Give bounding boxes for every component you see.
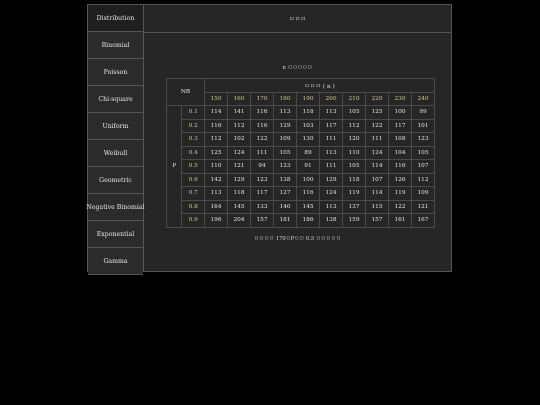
table-cell: 117 bbox=[320, 119, 343, 133]
n-value-header: 170 bbox=[251, 92, 274, 106]
table-cell: 118 bbox=[228, 187, 251, 201]
table-cell: 101 bbox=[412, 119, 435, 133]
table-cell: 113 bbox=[205, 187, 228, 201]
table-cell: 116 bbox=[297, 187, 320, 201]
p-value-header: 0.1 bbox=[182, 106, 205, 120]
table-cell: 100 bbox=[297, 173, 320, 187]
n-value-header: 190 bbox=[297, 92, 320, 106]
table-cell: 133 bbox=[251, 200, 274, 214]
table-cell: 105 bbox=[274, 146, 297, 160]
table-row bbox=[167, 200, 435, 214]
table-cell: 113 bbox=[320, 200, 343, 214]
p-group-header: P bbox=[167, 106, 182, 228]
table-cell: 117 bbox=[389, 119, 412, 133]
table-cell: 118 bbox=[343, 173, 366, 187]
table-cell: 122 bbox=[366, 119, 389, 133]
table-cell: 108 bbox=[389, 133, 412, 147]
p-value-header: 0.9 bbox=[182, 214, 205, 228]
table-cell: 103 bbox=[297, 119, 320, 133]
table-cell: 105 bbox=[343, 106, 366, 120]
sidebar bbox=[88, 5, 144, 271]
n-value-header: 160 bbox=[228, 92, 251, 106]
sidebar-item-gamma[interactable]: Gamma bbox=[88, 248, 143, 275]
table-cell: 129 bbox=[228, 173, 251, 187]
table-cell: 129 bbox=[274, 119, 297, 133]
table-cell: 145 bbox=[297, 200, 320, 214]
table-cell: 116 bbox=[251, 119, 274, 133]
table-cell: 142 bbox=[205, 173, 228, 187]
table-cell: 119 bbox=[389, 187, 412, 201]
n-value-header: 150 bbox=[205, 92, 228, 106]
sidebar-item-uniform[interactable]: Uniform bbox=[88, 113, 143, 140]
table-cell: 124 bbox=[366, 146, 389, 160]
table-row bbox=[167, 160, 435, 174]
main-panel bbox=[144, 5, 451, 271]
table-row bbox=[167, 133, 435, 147]
table-cell: 110 bbox=[205, 160, 228, 174]
table-cell: 204 bbox=[228, 214, 251, 228]
sidebar-item-chi-square[interactable]: Chi-square bbox=[88, 86, 143, 113]
table-cell: 138 bbox=[320, 214, 343, 228]
table-cell: 157 bbox=[251, 214, 274, 228]
table-cell: 124 bbox=[228, 146, 251, 160]
table-header-row bbox=[167, 92, 435, 106]
table-row bbox=[167, 173, 435, 187]
table-cell: 112 bbox=[412, 173, 435, 187]
table-cell: 112 bbox=[205, 133, 228, 147]
sidebar-item-binomial[interactable]: Binomial bbox=[88, 32, 143, 59]
table-cell: 140 bbox=[274, 200, 297, 214]
table-cell: 105 bbox=[412, 146, 435, 160]
n-value-header: 220 bbox=[366, 92, 389, 106]
table-cell: 130 bbox=[297, 133, 320, 147]
table-header-row bbox=[167, 79, 435, 93]
table-row bbox=[167, 214, 435, 228]
table-row bbox=[167, 187, 435, 201]
p-value-header: 0.7 bbox=[182, 187, 205, 201]
n-value-header: 180 bbox=[274, 92, 297, 106]
table-cell: 109 bbox=[274, 133, 297, 147]
p-value-header: 0.5 bbox=[182, 160, 205, 174]
n-group-header: ㅁㅁㅁ ( n ) bbox=[205, 79, 435, 93]
n-value-header: 240 bbox=[412, 92, 435, 106]
table-cell: 116 bbox=[389, 160, 412, 174]
sidebar-item-negative-binomial[interactable]: Negative Binomial bbox=[88, 194, 143, 221]
sidebar-item-geometric[interactable]: Geometric bbox=[88, 167, 143, 194]
table-cell: 122 bbox=[389, 200, 412, 214]
table-cell: 129 bbox=[320, 173, 343, 187]
table-cell: 100 bbox=[389, 106, 412, 120]
table-row bbox=[167, 106, 435, 120]
table-cell: 102 bbox=[228, 133, 251, 147]
app-frame bbox=[87, 4, 452, 272]
n-value-header: 210 bbox=[343, 92, 366, 106]
p-value-header: 0.8 bbox=[182, 200, 205, 214]
table-cell: 110 bbox=[343, 146, 366, 160]
table-cell: 145 bbox=[228, 200, 251, 214]
table-cell: 114 bbox=[366, 160, 389, 174]
table-cell: 138 bbox=[274, 173, 297, 187]
table-row bbox=[167, 119, 435, 133]
table-cell: 111 bbox=[320, 160, 343, 174]
table-cell: 105 bbox=[343, 160, 366, 174]
table-cell: 107 bbox=[366, 173, 389, 187]
table-cell: 91 bbox=[297, 160, 320, 174]
table-cell: 126 bbox=[389, 173, 412, 187]
table-cell: 124 bbox=[320, 187, 343, 201]
table-cell: 141 bbox=[228, 106, 251, 120]
table-cell: 114 bbox=[205, 106, 228, 120]
table-cell: 112 bbox=[228, 119, 251, 133]
table-cell: 125 bbox=[205, 146, 228, 160]
table-cell: 111 bbox=[366, 133, 389, 147]
table-cell: 118 bbox=[297, 106, 320, 120]
p-value-header: 0.3 bbox=[182, 133, 205, 147]
sidebar-item-distribution[interactable]: Distribution bbox=[88, 5, 143, 32]
table-cell: 123 bbox=[251, 173, 274, 187]
table-row bbox=[167, 146, 435, 160]
sidebar-item-poisson[interactable]: Poisson bbox=[88, 59, 143, 86]
table-footnote: ㅁㅁㅁㅁ 170ㅁPㅁㅁ 0.5 ㅁㅁㅁㅁㅁ bbox=[254, 236, 341, 242]
table-cell: 116 bbox=[205, 119, 228, 133]
table-cell: 113 bbox=[320, 106, 343, 120]
p-value-header: 0.4 bbox=[182, 146, 205, 160]
table-cell: 161 bbox=[389, 214, 412, 228]
table-cell: 111 bbox=[251, 146, 274, 160]
table-cell: 181 bbox=[274, 214, 297, 228]
table-cell: 113 bbox=[320, 146, 343, 160]
table-cell: 121 bbox=[412, 200, 435, 214]
table-cell: 94 bbox=[251, 160, 274, 174]
n-value-header: 230 bbox=[389, 92, 412, 106]
table-cell: 122 bbox=[251, 133, 274, 147]
sidebar-item-exponential[interactable]: Exponential bbox=[88, 221, 143, 248]
table-cell: 119 bbox=[343, 187, 366, 201]
table-cell: 114 bbox=[366, 187, 389, 201]
table-cell: 116 bbox=[251, 106, 274, 120]
table-cell: 159 bbox=[343, 214, 366, 228]
table-cell: 115 bbox=[366, 200, 389, 214]
n-value-header: 200 bbox=[320, 92, 343, 106]
table-cell: 123 bbox=[274, 160, 297, 174]
table-cell: 125 bbox=[366, 106, 389, 120]
table-cell: 127 bbox=[274, 187, 297, 201]
page-title: ㅁㅁㅁ bbox=[144, 5, 451, 33]
table-cell: 157 bbox=[366, 214, 389, 228]
corner-header: NB bbox=[167, 79, 205, 106]
table-cell: 107 bbox=[412, 160, 435, 174]
table-cell: 104 bbox=[389, 146, 412, 160]
table-cell: 99 bbox=[412, 106, 435, 120]
table-cell: 109 bbox=[412, 187, 435, 201]
sidebar-item-weibull[interactable]: Weibull bbox=[88, 140, 143, 167]
table-cell: 120 bbox=[343, 133, 366, 147]
table-cell: 167 bbox=[412, 214, 435, 228]
table-cell: 112 bbox=[343, 119, 366, 133]
table-cell: 113 bbox=[274, 106, 297, 120]
table-cell: 123 bbox=[412, 133, 435, 147]
results-table bbox=[166, 78, 435, 228]
table-cell: 121 bbox=[228, 160, 251, 174]
table-cell: 89 bbox=[297, 146, 320, 160]
p-value-header: 0.2 bbox=[182, 119, 205, 133]
table-cell: 164 bbox=[205, 200, 228, 214]
table-cell: 196 bbox=[205, 214, 228, 228]
table-cell: 117 bbox=[251, 187, 274, 201]
table-cell: 137 bbox=[343, 200, 366, 214]
p-value-header: 0.6 bbox=[182, 173, 205, 187]
table-cell: 111 bbox=[320, 133, 343, 147]
table-caption: n ㅁㅁㅁㅁㅁ bbox=[282, 65, 313, 71]
table-cell: 186 bbox=[297, 214, 320, 228]
